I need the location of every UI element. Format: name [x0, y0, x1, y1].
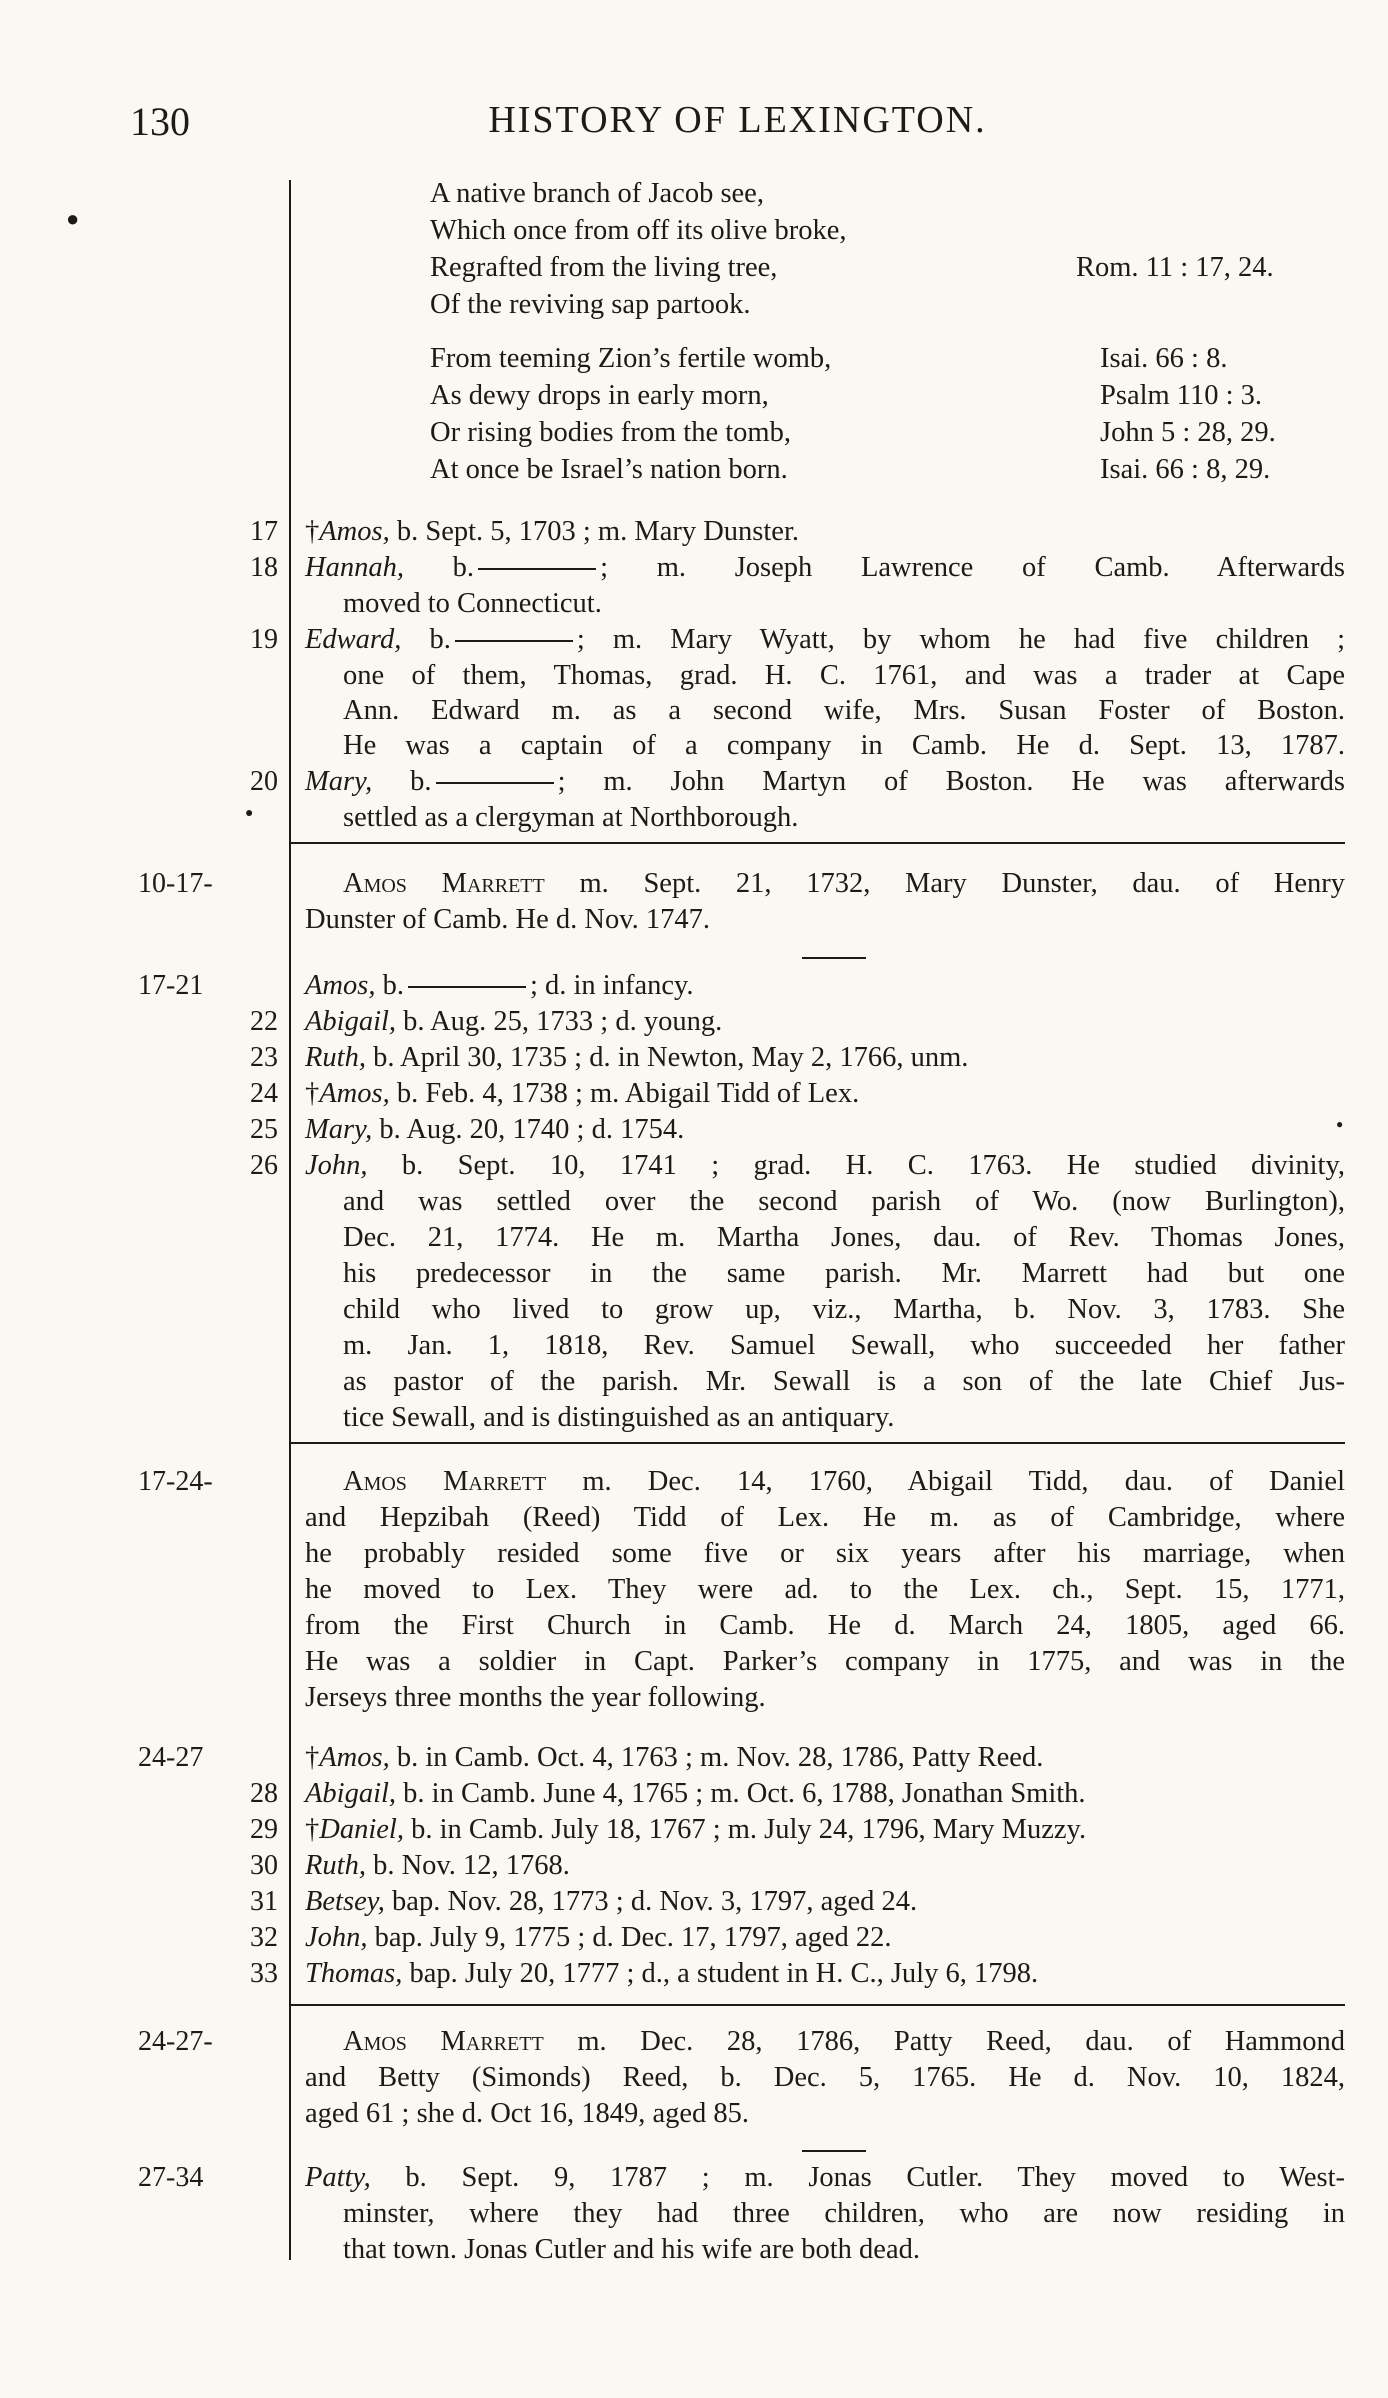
genealogy-number: 26: [250, 1150, 278, 1181]
text-line: aged 61 ; she d. Oct 16, 1849, aged 85.: [305, 2098, 750, 2129]
generation-code: 17-24-: [138, 1466, 213, 1497]
child-entry: Thomas, bap. July 20, 1777 ; d., a student in H. C., July 6, 1798.: [305, 1958, 1039, 1989]
generation-code: 10-17-: [138, 868, 213, 899]
genealogy-number: 30: [250, 1850, 278, 1881]
genealogy-number: 29: [250, 1814, 278, 1845]
text-line: He was a soldier in Capt. Parker’s company in 1775, and was in the: [305, 1646, 1345, 1677]
scripture-reference: John 5 : 28, 29.: [1100, 417, 1276, 448]
text-line: and Hepzibah (Reed) Tidd of Lex. He m. as of Cambridge, where: [305, 1502, 1345, 1533]
scripture-reference: Isai. 66 : 8.: [1100, 343, 1228, 374]
scripture-reference: Psalm 110 : 3.: [1100, 380, 1263, 411]
child-entry: Hannah, b. ; m. Joseph Lawrence of Camb. Afterwards: [305, 552, 1345, 583]
text-line: and Betty (Simonds) Reed, b. Dec. 5, 1765. He d. Nov. 10, 1824,: [305, 2062, 1345, 2093]
genealogy-number: 33: [250, 1958, 278, 1989]
generation-code: 27-34: [138, 2162, 204, 2193]
text-line: tice Sewall, and is distinguished as an antiquary.: [343, 1402, 895, 1433]
section-divider: [290, 842, 1345, 844]
text-line: child who lived to grow up, viz., Martha, b. Nov. 3, 1783. She: [343, 1294, 1345, 1325]
child-entry: Betsey, bap. Nov. 28, 1773 ; d. Nov. 3, 1797, aged 24.: [305, 1886, 918, 1917]
blank-line: [408, 986, 526, 988]
running-title: HISTORY OF LEXINGTON.: [488, 99, 987, 141]
child-entry: †Amos, b. Sept. 5, 1703 ; m. Mary Dunster.: [305, 516, 799, 547]
text-line: from the First Church in Camb. He d. March 24, 1805, aged 66.: [305, 1610, 1345, 1641]
child-entry: Mary, b. Aug. 20, 1740 ; d. 1754.: [305, 1114, 685, 1145]
text-line: settled as a clergyman at Northborough.: [343, 802, 799, 833]
stray-mark: ●: [1336, 1117, 1344, 1131]
poem-line: As dewy drops in early morn,: [430, 380, 769, 411]
bullet-mark: ●: [245, 806, 254, 821]
margin-rule: [289, 180, 291, 2260]
child-entry: Edward, b. ; m. Mary Wyatt, by whom he had five children ;: [305, 624, 1346, 655]
child-entry: Ruth, b. April 30, 1735 ; d. in Newton, May 2, 1766, unm.: [305, 1042, 969, 1073]
generation-code: 17-21: [138, 970, 204, 1001]
genealogy-number: 17: [250, 516, 278, 547]
genealogy-number: 20: [250, 766, 278, 797]
text-line: moved to Connecticut.: [343, 588, 602, 619]
scripture-reference: Rom. 11 : 17, 24.: [1076, 252, 1274, 283]
child-entry: †Daniel, b. in Camb. July 18, 1767 ; m. July 24, 1796, Mary Muzzy.: [305, 1814, 1087, 1845]
text-line: minster, where they had three children, who are now residing in: [343, 2198, 1345, 2229]
genealogy-number: 25: [250, 1114, 278, 1145]
child-entry: Mary, b. ; m. John Martyn of Boston. He was afterwards: [305, 766, 1346, 797]
text-line: he probably resided some five or six years after his marriage, when: [305, 1538, 1345, 1569]
short-divider: [802, 957, 866, 959]
generation-code: 24-27-: [138, 2026, 213, 2057]
child-entry: Abigail, b. in Camb. June 4, 1765 ; m. Oct. 6, 1788, Jonathan Smith.: [305, 1778, 1086, 1809]
family-head-entry: Amos Marrett m. Dec. 14, 1760, Abigail Tidd, dau. of Daniel: [343, 1466, 1345, 1497]
genealogy-number: 32: [250, 1922, 278, 1953]
blank-line: [478, 568, 596, 570]
text-line: he moved to Lex. They were ad. to the Lex. ch., Sept. 15, 1771,: [305, 1574, 1345, 1605]
family-head-entry: Amos Marrett m. Dec. 28, 1786, Patty Reed, dau. of Hammond: [343, 2026, 1346, 2057]
child-entry: John, b. Sept. 10, 1741 ; grad. H. C. 1763. He studied divinity,: [305, 1150, 1345, 1181]
running-header: [130, 98, 1345, 146]
poem-line: Regrafted from the living tree,: [430, 252, 778, 283]
short-divider: [802, 2150, 866, 2152]
poem-line: Of the reviving sap partook.: [430, 289, 751, 320]
child-entry: Ruth, b. Nov. 12, 1768.: [305, 1850, 570, 1881]
text-line: Dunster of Camb. He d. Nov. 1747.: [305, 904, 711, 935]
poem-line: At once be Israel’s nation born.: [430, 454, 788, 485]
text-line: his predecessor in the same parish. Mr. Marrett had but one: [343, 1258, 1345, 1289]
family-head-entry: Amos Marrett m. Sept. 21, 1732, Mary Dunster, dau. of Henry: [343, 868, 1346, 899]
text-line: that town. Jonas Cutler and his wife are both dead.: [343, 2234, 920, 2265]
genealogy-number: 31: [250, 1886, 278, 1917]
text-line: one of them, Thomas, grad. H. C. 1761, and was a trader at Cape: [343, 660, 1345, 691]
poem-line: A native branch of Jacob see,: [430, 178, 764, 209]
blank-line: [455, 640, 573, 642]
child-entry: Patty, b. Sept. 9, 1787 ; m. Jonas Cutler. They moved to West-: [305, 2162, 1345, 2193]
scripture-reference: Isai. 66 : 8, 29.: [1100, 454, 1271, 485]
section-divider: [290, 2004, 1345, 2006]
text-line: He was a captain of a company in Camb. He d. Sept. 13, 1787.: [343, 730, 1345, 761]
section-divider: [290, 1442, 1345, 1444]
genealogy-number: 28: [250, 1778, 278, 1809]
poem-line: Which once from off its olive broke,: [430, 215, 847, 246]
text-line: Dec. 21, 1774. He m. Martha Jones, dau. of Rev. Thomas Jones,: [343, 1222, 1345, 1253]
text-line: and was settled over the second parish of Wo. (now Burlington),: [343, 1186, 1345, 1217]
child-entry: Amos, b. ; d. in infancy.: [305, 970, 694, 1001]
generation-code: 24-27: [138, 1742, 204, 1773]
child-entry: †Amos, b. Feb. 4, 1738 ; m. Abigail Tidd of Lex.: [305, 1078, 860, 1109]
blank-line: [436, 782, 554, 784]
text-line: Jerseys three months the year following.: [305, 1682, 766, 1713]
poem-line: Or rising bodies from the tomb,: [430, 417, 791, 448]
poem-line: From teeming Zion’s fertile womb,: [430, 343, 832, 374]
text-line: as pastor of the parish. Mr. Sewall is a son of the late Chief Jus-: [343, 1366, 1345, 1397]
child-entry: Abigail, b. Aug. 25, 1733 ; d. young.: [305, 1006, 723, 1037]
genealogy-number: 19: [250, 624, 278, 655]
genealogy-number: 18: [250, 552, 278, 583]
child-entry: †Amos, b. in Camb. Oct. 4, 1763 ; m. Nov. 28, 1786, Patty Reed.: [305, 1742, 1044, 1773]
child-entry: John, bap. July 9, 1775 ; d. Dec. 17, 1797, aged 22.: [305, 1922, 892, 1953]
bullet-mark: ●: [66, 206, 80, 231]
genealogy-number: 23: [250, 1042, 278, 1073]
page-number: 130: [130, 99, 190, 144]
genealogy-number: 24: [250, 1078, 278, 1109]
text-line: m. Jan. 1, 1818, Rev. Samuel Sewall, who succeeded her father: [343, 1330, 1345, 1361]
text-line: Ann. Edward m. as a second wife, Mrs. Susan Foster of Boston.: [343, 695, 1345, 726]
genealogy-number: 22: [250, 1006, 278, 1037]
